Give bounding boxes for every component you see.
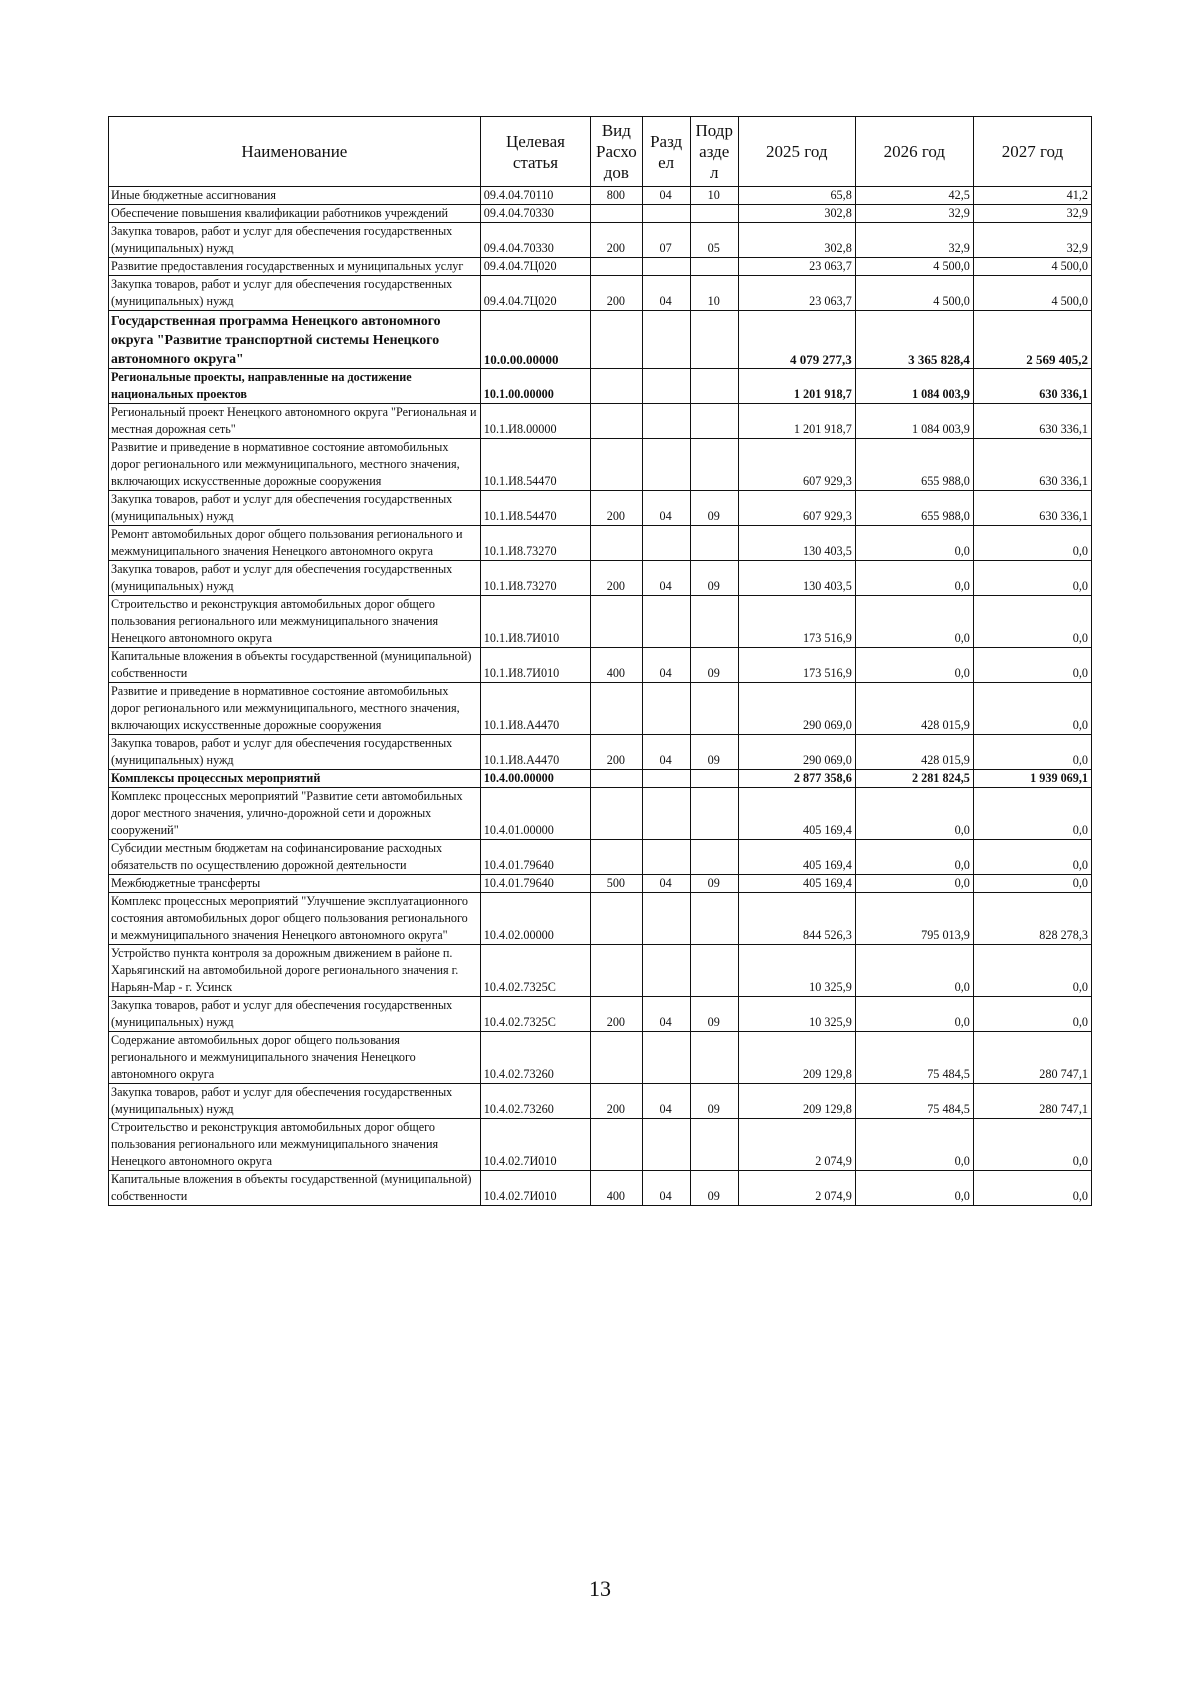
amount-2026-cell: 75 484,5 xyxy=(855,1084,973,1119)
name-cell: Субсидии местным бюджетам на софинансирование расходных обязательств по осуществлению дорожной деятельности xyxy=(109,840,481,875)
header-name: Наименование xyxy=(109,117,481,187)
table-row xyxy=(109,258,1092,276)
amount-2027-cell: 0,0 xyxy=(973,561,1091,596)
table-row xyxy=(109,187,1092,205)
amount-2027-cell: 0,0 xyxy=(973,945,1091,997)
amount-2026-cell: 0,0 xyxy=(855,1171,973,1206)
section-cell xyxy=(642,893,690,945)
table-row xyxy=(109,893,1092,945)
name-cell: Закупка товаров, работ и услуг для обеспечения государственных (муниципальных) нужд xyxy=(109,997,481,1032)
amount-2025-cell: 290 069,0 xyxy=(738,683,855,735)
header-subsection-line: Подр xyxy=(695,121,733,140)
amount-2027-cell: 0,0 xyxy=(973,788,1091,840)
section-cell: 04 xyxy=(642,561,690,596)
subsection-cell: 09 xyxy=(690,648,738,683)
section-cell: 04 xyxy=(642,1084,690,1119)
amount-2027-cell: 2 569 405,2 xyxy=(973,311,1091,369)
amount-2025-cell: 4 079 277,3 xyxy=(738,311,855,369)
target-cell: 10.4.02.7И010 xyxy=(480,1171,590,1206)
amount-2027-cell: 0,0 xyxy=(973,997,1091,1032)
table-row xyxy=(109,526,1092,561)
table-row xyxy=(109,945,1092,997)
amount-2025-cell: 1 201 918,7 xyxy=(738,369,855,404)
table-row xyxy=(109,439,1092,491)
target-cell: 10.1.00.00000 xyxy=(480,369,590,404)
budget-table xyxy=(108,116,1092,1206)
header-2025: 2025 год xyxy=(738,117,855,187)
section-cell: 04 xyxy=(642,648,690,683)
header-kind xyxy=(591,117,642,187)
table-row xyxy=(109,1032,1092,1084)
amount-2027-cell: 828 278,3 xyxy=(973,893,1091,945)
amount-2027-cell: 0,0 xyxy=(973,526,1091,561)
table-row xyxy=(109,1119,1092,1171)
amount-2025-cell: 209 129,8 xyxy=(738,1084,855,1119)
subsection-cell xyxy=(690,596,738,648)
amount-2026-cell: 0,0 xyxy=(855,1119,973,1171)
target-cell: 10.4.02.00000 xyxy=(480,893,590,945)
kind-cell: 800 xyxy=(591,187,642,205)
subsection-cell: 09 xyxy=(690,1171,738,1206)
amount-2026-cell: 0,0 xyxy=(855,997,973,1032)
amount-2025-cell: 405 169,4 xyxy=(738,840,855,875)
header-section-line: ел xyxy=(658,152,675,172)
amount-2026-cell: 795 013,9 xyxy=(855,893,973,945)
amount-2025-cell: 173 516,9 xyxy=(738,596,855,648)
amount-2026-cell: 0,0 xyxy=(855,596,973,648)
kind-cell: 400 xyxy=(591,1171,642,1206)
amount-2026-cell: 428 015,9 xyxy=(855,735,973,770)
kind-cell xyxy=(591,311,642,369)
target-cell: 10.4.01.79640 xyxy=(480,840,590,875)
name-cell: Закупка товаров, работ и услуг для обеспечения государственных (муниципальных) нужд xyxy=(109,735,481,770)
section-cell: 07 xyxy=(642,223,690,258)
table-row xyxy=(109,735,1092,770)
section-cell xyxy=(642,404,690,439)
target-cell: 10.1.И8.54470 xyxy=(480,439,590,491)
subsection-cell xyxy=(690,770,738,788)
amount-2026-cell: 4 500,0 xyxy=(855,258,973,276)
subsection-cell xyxy=(690,945,738,997)
amount-2026-cell: 0,0 xyxy=(855,526,973,561)
section-cell xyxy=(642,439,690,491)
kind-cell xyxy=(591,439,642,491)
amount-2025-cell: 130 403,5 xyxy=(738,526,855,561)
subsection-cell: 09 xyxy=(690,561,738,596)
amount-2027-cell: 0,0 xyxy=(973,840,1091,875)
table-row xyxy=(109,1084,1092,1119)
name-cell: Строительство и реконструкция автомобильных дорог общего пользования регионального или межмуниципального значения Ненецкого автономного округа xyxy=(109,1119,481,1171)
amount-2027-cell: 4 500,0 xyxy=(973,276,1091,311)
kind-cell: 200 xyxy=(591,223,642,258)
table-row xyxy=(109,596,1092,648)
amount-2026-cell: 655 988,0 xyxy=(855,439,973,491)
name-cell: Строительство и реконструкция автомобильных дорог общего пользования регионального или межмуниципального значения Ненецкого автономного округа xyxy=(109,596,481,648)
table-row xyxy=(109,276,1092,311)
name-cell: Комплекс процессных мероприятий "Развитие сети автомобильных дорог местного значения, улично-дорожной сети и дорожных сооружений" xyxy=(109,788,481,840)
amount-2026-cell: 428 015,9 xyxy=(855,683,973,735)
header-subsection xyxy=(690,117,738,187)
subsection-cell xyxy=(690,404,738,439)
amount-2026-cell: 655 988,0 xyxy=(855,491,973,526)
section-cell xyxy=(642,596,690,648)
target-cell: 10.1.И8.7И010 xyxy=(480,648,590,683)
section-cell xyxy=(642,205,690,223)
amount-2026-cell: 0,0 xyxy=(855,788,973,840)
amount-2026-cell: 4 500,0 xyxy=(855,276,973,311)
subsection-cell: 09 xyxy=(690,735,738,770)
amount-2026-cell: 0,0 xyxy=(855,561,973,596)
amount-2027-cell: 630 336,1 xyxy=(973,491,1091,526)
target-cell: 10.4.02.73260 xyxy=(480,1084,590,1119)
amount-2027-cell: 0,0 xyxy=(973,875,1091,893)
budget-table-sheet xyxy=(108,116,1092,1206)
subsection-cell xyxy=(690,439,738,491)
section-cell xyxy=(642,1119,690,1171)
amount-2026-cell: 32,9 xyxy=(855,205,973,223)
target-cell: 10.4.02.7325С xyxy=(480,997,590,1032)
section-cell xyxy=(642,840,690,875)
kind-cell: 200 xyxy=(591,1084,642,1119)
target-cell: 10.1.И8.А4470 xyxy=(480,683,590,735)
header-section xyxy=(642,117,690,187)
subsection-cell: 09 xyxy=(690,1084,738,1119)
amount-2026-cell: 42,5 xyxy=(855,187,973,205)
kind-cell xyxy=(591,526,642,561)
name-cell: Развитие предоставления государственных и муниципальных услуг xyxy=(109,258,481,276)
subsection-cell xyxy=(690,788,738,840)
name-cell: Государственная программа Ненецкого автономного округа "Развитие транспортной системы Ненецкого автономного округа" xyxy=(109,311,481,369)
amount-2025-cell: 607 929,3 xyxy=(738,491,855,526)
table-header-row xyxy=(109,117,1092,187)
amount-2027-cell: 41,2 xyxy=(973,187,1091,205)
amount-2025-cell: 23 063,7 xyxy=(738,276,855,311)
kind-cell xyxy=(591,683,642,735)
amount-2026-cell: 32,9 xyxy=(855,223,973,258)
name-cell: Устройство пункта контроля за дорожным движением в районе п. Харьягинский на автомобильной дороге регионального значения г. Нарьян-Мар - г. Усинск xyxy=(109,945,481,997)
target-cell: 10.4.02.7И010 xyxy=(480,1119,590,1171)
amount-2027-cell: 0,0 xyxy=(973,648,1091,683)
kind-cell: 200 xyxy=(591,735,642,770)
target-cell: 09.4.04.70110 xyxy=(480,187,590,205)
table-row xyxy=(109,683,1092,735)
kind-cell xyxy=(591,893,642,945)
target-cell: 09.4.04.70330 xyxy=(480,223,590,258)
section-cell xyxy=(642,788,690,840)
kind-cell xyxy=(591,1119,642,1171)
kind-cell: 200 xyxy=(591,997,642,1032)
name-cell: Региональные проекты, направленные на достижение национальных проектов xyxy=(109,369,481,404)
amount-2026-cell: 0,0 xyxy=(855,875,973,893)
amount-2027-cell: 280 747,1 xyxy=(973,1032,1091,1084)
name-cell: Межбюджетные трансферты xyxy=(109,875,481,893)
kind-cell xyxy=(591,369,642,404)
amount-2027-cell: 4 500,0 xyxy=(973,258,1091,276)
amount-2025-cell: 302,8 xyxy=(738,205,855,223)
header-section-line: Разд xyxy=(650,131,683,151)
kind-cell xyxy=(591,840,642,875)
amount-2025-cell: 405 169,4 xyxy=(738,875,855,893)
amount-2027-cell: 0,0 xyxy=(973,683,1091,735)
table-row xyxy=(109,369,1092,404)
amount-2027-cell: 0,0 xyxy=(973,735,1091,770)
target-cell: 10.4.01.00000 xyxy=(480,788,590,840)
target-cell: 10.1.И8.7И010 xyxy=(480,596,590,648)
amount-2025-cell: 607 929,3 xyxy=(738,439,855,491)
section-cell xyxy=(642,258,690,276)
header-2026: 2026 год xyxy=(855,117,973,187)
target-cell: 10.4.02.7325С xyxy=(480,945,590,997)
section-cell xyxy=(642,683,690,735)
target-cell: 10.1.И8.73270 xyxy=(480,526,590,561)
amount-2025-cell: 173 516,9 xyxy=(738,648,855,683)
target-cell: 10.1.И8.А4470 xyxy=(480,735,590,770)
target-cell: 09.4.04.7Ц020 xyxy=(480,276,590,311)
amount-2025-cell: 10 325,9 xyxy=(738,997,855,1032)
name-cell: Капитальные вложения в объекты государственной (муниципальной) собственности xyxy=(109,648,481,683)
section-cell xyxy=(642,369,690,404)
subsection-cell: 10 xyxy=(690,187,738,205)
table-row xyxy=(109,205,1092,223)
header-target xyxy=(480,117,590,187)
table-row xyxy=(109,875,1092,893)
name-cell: Капитальные вложения в объекты государственной (муниципальной) собственности xyxy=(109,1171,481,1206)
table-row xyxy=(109,770,1092,788)
table-row xyxy=(109,561,1092,596)
subsection-cell: 09 xyxy=(690,491,738,526)
subsection-cell xyxy=(690,205,738,223)
section-cell: 04 xyxy=(642,875,690,893)
kind-cell xyxy=(591,404,642,439)
amount-2027-cell: 32,9 xyxy=(973,223,1091,258)
amount-2025-cell: 290 069,0 xyxy=(738,735,855,770)
subsection-cell xyxy=(690,683,738,735)
target-cell: 10.1.И8.00000 xyxy=(480,404,590,439)
amount-2027-cell: 630 336,1 xyxy=(973,439,1091,491)
subsection-cell xyxy=(690,311,738,369)
name-cell: Комплексы процессных мероприятий xyxy=(109,770,481,788)
kind-cell: 200 xyxy=(591,276,642,311)
section-cell: 04 xyxy=(642,1171,690,1206)
name-cell: Региональный проект Ненецкого автономного округа "Региональная и местная дорожная сеть" xyxy=(109,404,481,439)
target-cell: 09.4.04.70330 xyxy=(480,205,590,223)
name-cell: Закупка товаров, работ и услуг для обеспечения государственных (муниципальных) нужд xyxy=(109,276,481,311)
name-cell: Закупка товаров, работ и услуг для обеспечения государственных (муниципальных) нужд xyxy=(109,491,481,526)
subsection-cell: 10 xyxy=(690,276,738,311)
table-row xyxy=(109,840,1092,875)
amount-2025-cell: 1 201 918,7 xyxy=(738,404,855,439)
section-cell: 04 xyxy=(642,276,690,311)
amount-2026-cell: 2 281 824,5 xyxy=(855,770,973,788)
name-cell: Закупка товаров, работ и услуг для обеспечения государственных (муниципальных) нужд xyxy=(109,561,481,596)
amount-2027-cell: 0,0 xyxy=(973,1171,1091,1206)
table-row xyxy=(109,491,1092,526)
section-cell: 04 xyxy=(642,735,690,770)
name-cell: Обеспечение повышения квалификации работников учреждений xyxy=(109,205,481,223)
subsection-cell xyxy=(690,258,738,276)
kind-cell xyxy=(591,1032,642,1084)
kind-cell xyxy=(591,770,642,788)
amount-2025-cell: 209 129,8 xyxy=(738,1032,855,1084)
table-row xyxy=(109,788,1092,840)
name-cell: Иные бюджетные ассигнования xyxy=(109,187,481,205)
kind-cell xyxy=(591,205,642,223)
amount-2025-cell: 405 169,4 xyxy=(738,788,855,840)
page-number: 13 xyxy=(589,1576,611,1601)
header-target-line: Целевая xyxy=(505,131,565,151)
amount-2025-cell: 65,8 xyxy=(738,187,855,205)
target-cell: 10.1.И8.54470 xyxy=(480,491,590,526)
subsection-cell xyxy=(690,1119,738,1171)
amount-2026-cell: 3 365 828,4 xyxy=(855,311,973,369)
subsection-cell xyxy=(690,1032,738,1084)
amount-2025-cell: 23 063,7 xyxy=(738,258,855,276)
section-cell xyxy=(642,945,690,997)
subsection-cell: 09 xyxy=(690,875,738,893)
section-cell: 04 xyxy=(642,997,690,1032)
amount-2027-cell: 1 939 069,1 xyxy=(973,770,1091,788)
amount-2027-cell: 32,9 xyxy=(973,205,1091,223)
amount-2027-cell: 0,0 xyxy=(973,1119,1091,1171)
table-body xyxy=(109,187,1092,1206)
kind-cell xyxy=(591,788,642,840)
section-cell: 04 xyxy=(642,187,690,205)
name-cell: Содержание автомобильных дорог общего пользования регионального и межмуниципального значения Ненецкого автономного округа xyxy=(109,1032,481,1084)
subsection-cell: 05 xyxy=(690,223,738,258)
target-cell: 09.4.04.7Ц020 xyxy=(480,258,590,276)
table-row xyxy=(109,223,1092,258)
kind-cell xyxy=(591,945,642,997)
table-row xyxy=(109,404,1092,439)
table-row xyxy=(109,648,1092,683)
table-row xyxy=(109,997,1092,1032)
target-cell: 10.0.00.00000 xyxy=(480,311,590,369)
amount-2025-cell: 2 074,9 xyxy=(738,1171,855,1206)
amount-2025-cell: 302,8 xyxy=(738,223,855,258)
header-kind-line: дов xyxy=(603,163,629,182)
name-cell: Развитие и приведение в нормативное состояние автомобильных дорог регионального или межмуниципального, местного значения, включающих искусственные дорожные сооружения xyxy=(109,439,481,491)
subsection-cell xyxy=(690,893,738,945)
amount-2025-cell: 2 877 358,6 xyxy=(738,770,855,788)
subsection-cell xyxy=(690,840,738,875)
header-subsection-line: азде xyxy=(699,142,730,161)
amount-2026-cell: 1 084 003,9 xyxy=(855,369,973,404)
target-cell: 10.4.02.73260 xyxy=(480,1032,590,1084)
kind-cell: 400 xyxy=(591,648,642,683)
amount-2025-cell: 10 325,9 xyxy=(738,945,855,997)
table-row xyxy=(109,1171,1092,1206)
amount-2025-cell: 844 526,3 xyxy=(738,893,855,945)
kind-cell: 500 xyxy=(591,875,642,893)
kind-cell xyxy=(591,258,642,276)
subsection-cell xyxy=(690,526,738,561)
name-cell: Ремонт автомобильных дорог общего пользования регионального и межмуниципального значения Ненецкого автономного округа xyxy=(109,526,481,561)
amount-2026-cell: 0,0 xyxy=(855,840,973,875)
table-row xyxy=(109,311,1092,369)
amount-2025-cell: 2 074,9 xyxy=(738,1119,855,1171)
target-cell: 10.4.00.00000 xyxy=(480,770,590,788)
amount-2027-cell: 280 747,1 xyxy=(973,1084,1091,1119)
subsection-cell: 09 xyxy=(690,997,738,1032)
kind-cell: 200 xyxy=(591,491,642,526)
name-cell: Комплекс процессных мероприятий "Улучшение эксплуатационного состояния автомобильных дорог общего пользования регионального и межмуниципального значения Ненецкого автономного округа" xyxy=(109,893,481,945)
amount-2027-cell: 630 336,1 xyxy=(973,404,1091,439)
amount-2026-cell: 0,0 xyxy=(855,945,973,997)
subsection-cell xyxy=(690,369,738,404)
section-cell xyxy=(642,311,690,369)
name-cell: Закупка товаров, работ и услуг для обеспечения государственных (муниципальных) нужд xyxy=(109,223,481,258)
amount-2027-cell: 630 336,1 xyxy=(973,369,1091,404)
header-subsection-line: л xyxy=(710,163,719,182)
section-cell xyxy=(642,770,690,788)
amount-2026-cell: 0,0 xyxy=(855,648,973,683)
target-cell: 10.1.И8.73270 xyxy=(480,561,590,596)
amount-2025-cell: 130 403,5 xyxy=(738,561,855,596)
header-kind-line: Расхо xyxy=(596,142,637,161)
section-cell: 04 xyxy=(642,491,690,526)
amount-2026-cell: 1 084 003,9 xyxy=(855,404,973,439)
kind-cell: 200 xyxy=(591,561,642,596)
amount-2026-cell: 75 484,5 xyxy=(855,1032,973,1084)
kind-cell xyxy=(591,596,642,648)
header-kind-line: Вид xyxy=(601,121,631,140)
header-2027: 2027 год xyxy=(973,117,1091,187)
target-cell: 10.4.01.79640 xyxy=(480,875,590,893)
amount-2027-cell: 0,0 xyxy=(973,596,1091,648)
name-cell: Закупка товаров, работ и услуг для обеспечения государственных (муниципальных) нужд xyxy=(109,1084,481,1119)
section-cell xyxy=(642,526,690,561)
name-cell: Развитие и приведение в нормативное состояние автомобильных дорог регионального или межмуниципального, местного значения, включающих искусственные дорожные сооружения xyxy=(109,683,481,735)
header-target-line: статья xyxy=(512,152,559,172)
section-cell xyxy=(642,1032,690,1084)
